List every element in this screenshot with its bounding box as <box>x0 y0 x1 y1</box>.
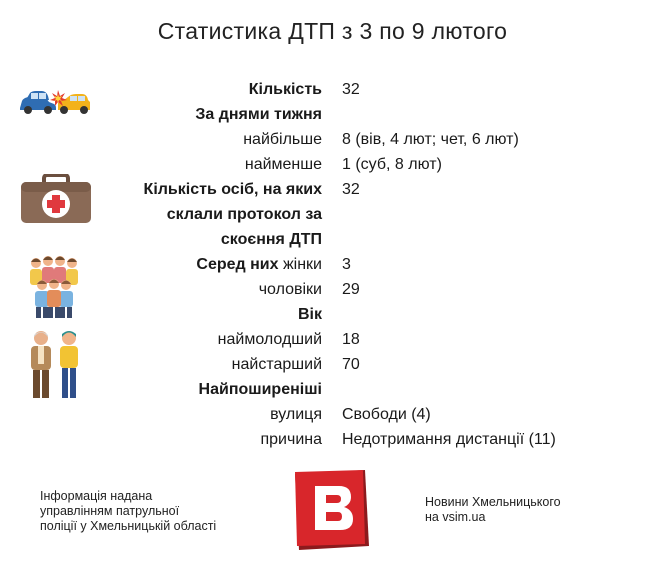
street-value: Свободи (4) <box>342 406 431 423</box>
source-line-2: управлінням патрульної <box>40 504 180 518</box>
source-note <box>40 489 216 534</box>
least-value: 1 (суб, 8 лют) <box>342 156 442 173</box>
women-label <box>196 252 322 277</box>
men-value: 29 <box>342 281 360 298</box>
persons-value: 32 <box>342 181 360 198</box>
stat-row-cause <box>0 427 665 452</box>
stat-row-persons-2 <box>0 202 665 227</box>
stat-row-least <box>0 152 665 177</box>
page-title: Статистика ДТП з 3 по 9 лютого <box>157 18 508 44</box>
weekdays-header: За днями тижня <box>195 106 322 123</box>
stat-row-oldest <box>0 352 665 377</box>
persons-label-line1: Кількість осіб, на яких <box>143 181 322 198</box>
count-value: 32 <box>342 81 360 98</box>
stat-row-age-header <box>0 302 665 327</box>
stat-row-most <box>0 127 665 152</box>
stat-row-count <box>0 77 665 102</box>
among-label: Серед них <box>196 256 279 273</box>
stat-row-youngest <box>0 327 665 352</box>
persons-label-line2: склали протокол за <box>166 206 322 223</box>
most-label: найбільше <box>243 131 322 148</box>
stat-row-persons <box>0 177 665 202</box>
stat-row-women <box>0 252 665 277</box>
least-label: найменше <box>244 156 322 173</box>
men-label: чоловіки <box>258 281 322 298</box>
source-line-3: поліції у Хмельницькій області <box>40 519 217 533</box>
brand-line-1: Новини Хмельницького <box>425 495 561 509</box>
cause-value: Недотримання дистанції (11) <box>342 431 556 448</box>
street-label: вулиця <box>270 406 322 423</box>
youngest-value: 18 <box>342 331 360 348</box>
source-line-1: Інформація надана <box>40 489 153 503</box>
women-value: 3 <box>342 256 351 273</box>
brand-line-2: на vsim.ua <box>425 510 486 524</box>
oldest-label: найстарший <box>231 356 322 373</box>
brand-note <box>425 495 561 525</box>
stat-row-street <box>0 402 665 427</box>
stat-row-weekdays-header <box>0 102 665 127</box>
vsim-logo <box>295 470 371 550</box>
stat-row-persons-3 <box>0 227 665 252</box>
most-value: 8 (вів, 4 лют; чет, 6 лют) <box>342 131 519 148</box>
persons-label-line3: скоєння ДТП <box>220 231 322 248</box>
common-header: Найпоширеніші <box>198 381 322 398</box>
count-label: Кількість <box>248 81 322 98</box>
women-text: жінки <box>278 256 322 273</box>
stat-row-common-header <box>0 377 665 402</box>
oldest-value: 70 <box>342 356 360 373</box>
youngest-label: наймолодший <box>217 331 322 348</box>
stat-row-men <box>0 277 665 302</box>
age-header: Вік <box>297 306 322 323</box>
cause-label: причина <box>260 431 322 448</box>
